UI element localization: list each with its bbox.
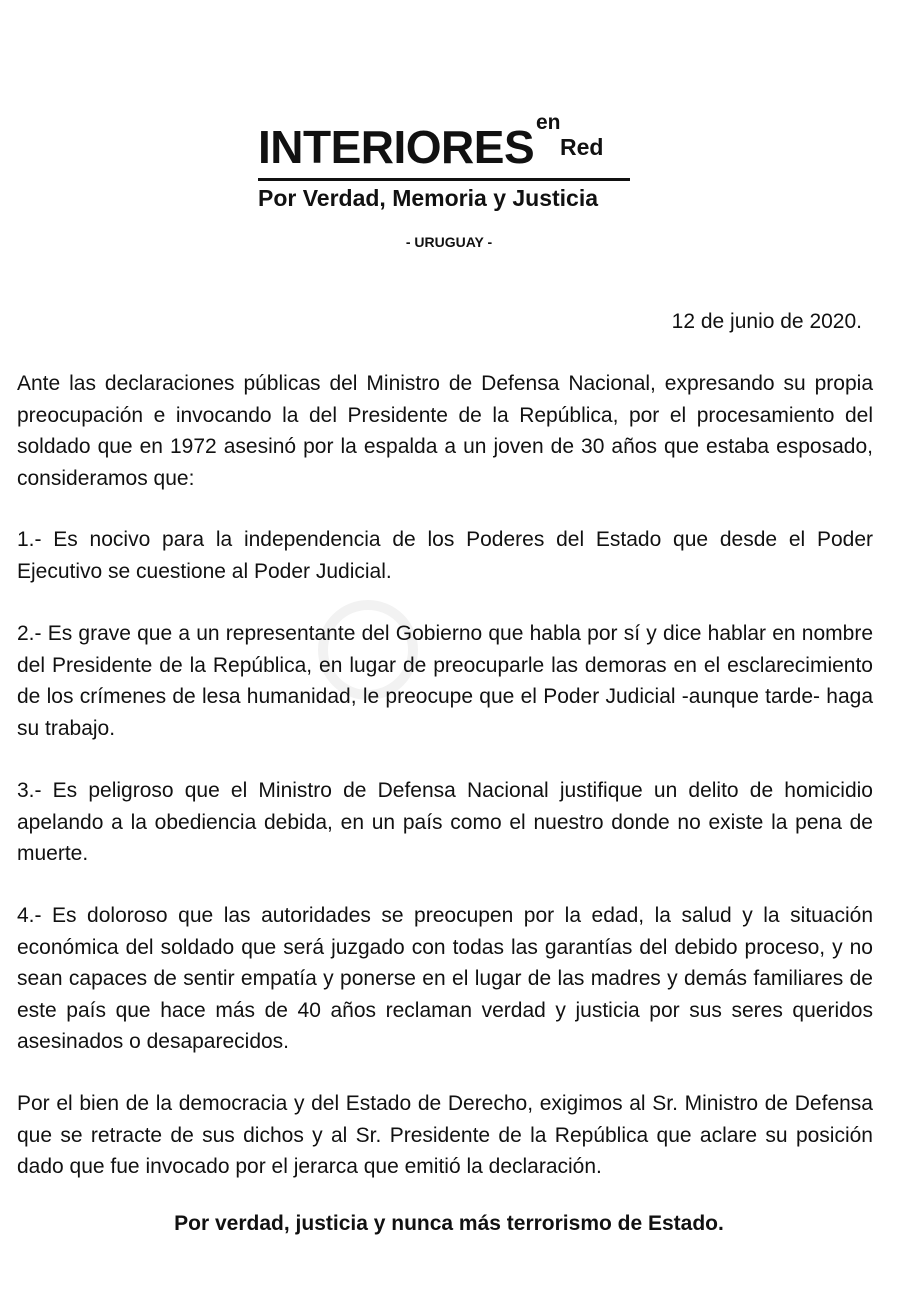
document-date: 12 de junio de 2020. — [671, 310, 862, 333]
demand-paragraph: Por el bien de la democracia y del Estado de Derecho, exigimos al Sr. Ministro de Defensa que se retracte de sus dichos y al Sr. Presidente de la República que aclare su posición dado que fue invocado por el jerarca que emitió la declaración. — [17, 1092, 873, 1178]
point-2-paragraph: 2.- Es grave que a un representante del Gobierno que habla por sí y dice hablar en nombre del Presidente de la República, en lugar de preocuparle las demoras en el esclarecimiento de los crímenes de lesa humanidad, le preocupe que el Poder Judicial -aunque tarde- haga su trabajo. — [17, 622, 873, 740]
logo-tagline: Por Verdad, Memoria y Justicia — [258, 185, 599, 211]
logo-divider — [258, 178, 630, 181]
point-4-paragraph: 4.- Es doloroso que las autoridades se preocupen por la edad, la salud y la situación económica del soldado que será juzgado con todas las garantías del debido proceso, y no sean capaces de sentir empatía y ponerse en el lugar de las madres y demás familiares de este país que hace más de 40 años reclaman verdad y justicia por sus seres queridos asesinados o desaparecidos. — [17, 904, 873, 1053]
organization-logo — [258, 108, 638, 218]
intro-paragraph: Ante las declaraciones públicas del Ministro de Defensa Nacional, expresando su propia preocupación e invocando la del Presidente de la República, por el procesamiento del soldado que en 1972 asesinó por la espalda a un joven de 30 años que estaba esposado, consideramos que: — [17, 372, 873, 490]
point-3-paragraph: 3.- Es peligroso que el Ministro de Defensa Nacional justifique un delito de homicidio apelando a la obediencia debida, en un país como el nuestro donde no existe la pena de muerte. — [17, 779, 873, 865]
country-label: - URUGUAY - — [405, 234, 493, 250]
closing-statement: Por verdad, justicia y nunca más terrorismo de Estado. — [174, 1212, 724, 1235]
logo-en: en — [536, 111, 561, 134]
logo-title: INTERIORES — [258, 121, 535, 173]
logo-red: Red — [560, 134, 604, 160]
point-1-paragraph: 1.- Es nocivo para la independencia de los Poderes del Estado que desde el Poder Ejecutivo se cuestione al Poder Judicial. — [17, 528, 873, 583]
